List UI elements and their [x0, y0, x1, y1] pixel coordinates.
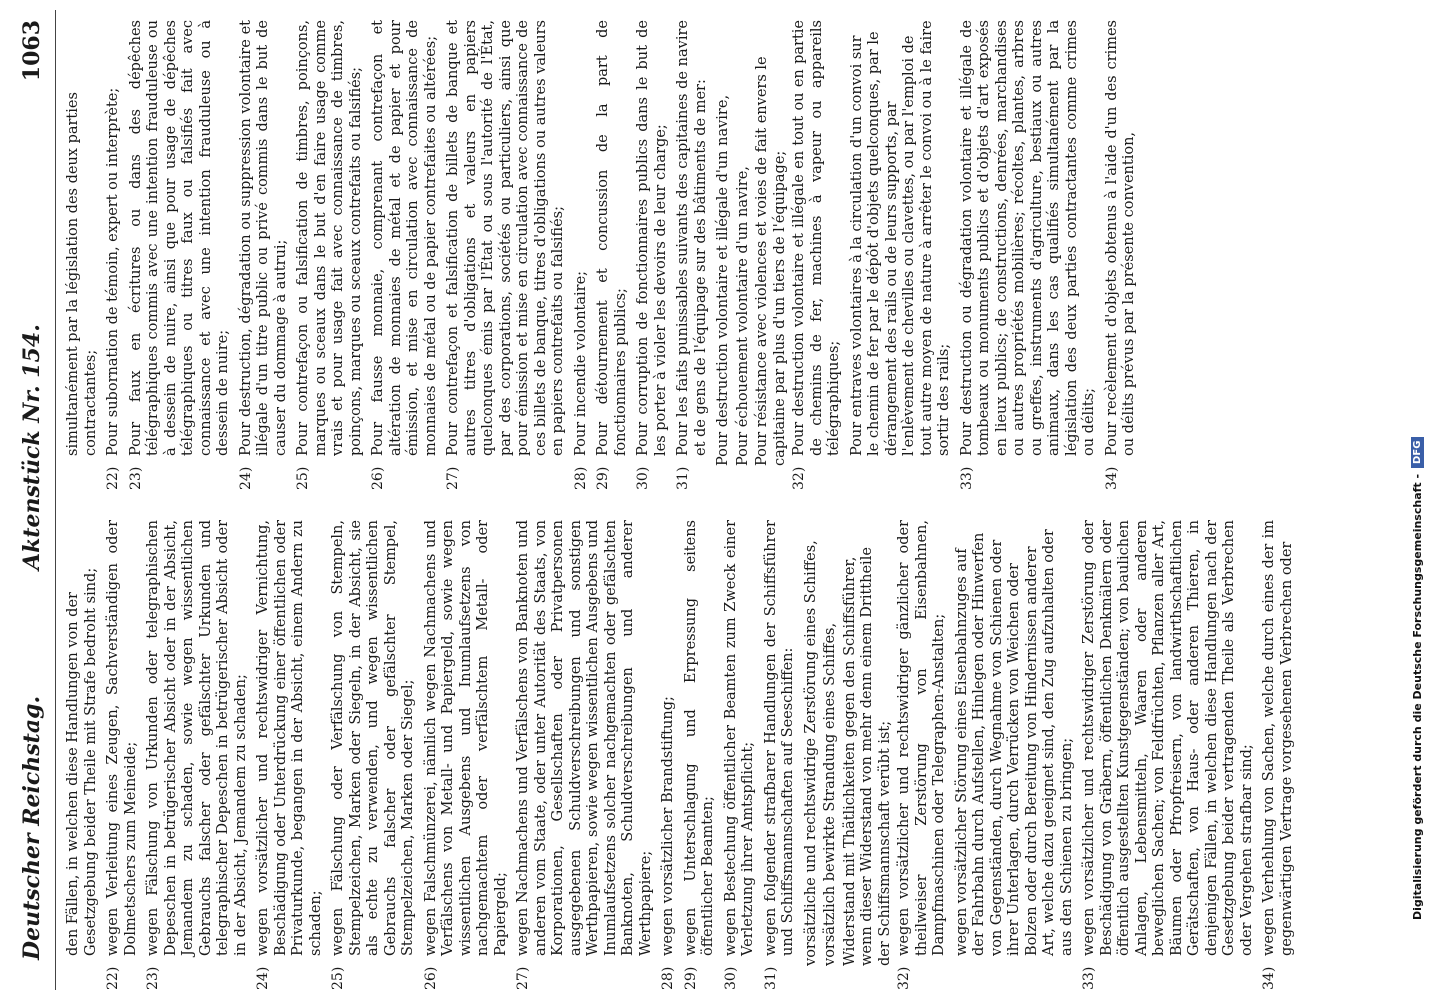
digitization-sidebar [1406, 40, 1428, 940]
article-number: 23) [127, 466, 144, 490]
article-text: wegen Verhehlung von Sachen, welche durch eines der im gegenwärtigen Vertrage vorgesehenen Verbrechen oder [1261, 520, 1295, 956]
german-column [65, 520, 1385, 990]
article-item [145, 520, 250, 990]
article-text: Pour faux en écritures ou dans des dépêches télégraphiques commis avec une intention frauduleuse ou à dessein de nuire, ainsi que pour usage de dépêches télégraphiques ou titres faux ou falsifiés fait avec connaissance et avec une intention frauduleuse ou à dessein de nuire; [127, 20, 231, 456]
french-column [65, 20, 1385, 490]
article-number: 22) [105, 466, 121, 490]
article-number: 29) [682, 966, 699, 990]
article-text: Pour les faits punissables suivants des capitaines de navire et de gens de l'équipage sur des bâtiments de mer: [675, 20, 709, 456]
header-title: Deutscher Reichstag. [19, 695, 45, 960]
article-text: wegen vorsätzlicher Brandstiftung; [660, 696, 676, 956]
article-text: wegen folgender strafbarer Handlungen der Schiffsführer und Schiffsmannschaften auf Seeschiffen: [762, 520, 796, 956]
article-text: wegen Falschmünzerei, nämlich wegen Nachmachens und Verfälschens von Metall- und Papiergeld, sowie wegen wissentlichen Ausgebens und Inumlaufsetzens von nachgemachtem oder verfälschtem Metall- oder Papiergeld; [422, 520, 509, 956]
dfg-credit-text: Digitalisierung gefördert durch die Deutsche Forschungsgemeinschaft - [1410, 473, 1424, 920]
article-item [238, 20, 291, 490]
sub-clause: Pour résistance avec violences et voies de fait envers le capitaine par plus d'un tiers de l'équipage; [754, 56, 788, 466]
article-text: wegen Unterschlagung und Erpressung seitens öffentlicher Beamten; [682, 520, 716, 956]
article-text: wegen Verleitung eines Zeugen, Sachverständigen oder Dolmetschers zum Meineide; [105, 520, 139, 956]
article-text: Pour incendie volontaire; [572, 270, 589, 456]
article-item [255, 520, 325, 990]
article-item [105, 20, 123, 490]
article-number: 25) [295, 466, 311, 490]
rotated-page [15, 10, 1395, 990]
article-item [635, 20, 670, 490]
article-number: 29) [595, 466, 611, 490]
article-text: Pour destruction, dégradation ou suppression volontaire et illégale d'un titre public ou privé commis dans le but de causer du dommage à autrui; [237, 20, 289, 456]
article-item [515, 520, 655, 990]
article-number: 24) [255, 966, 271, 990]
article-number: 26) [370, 466, 386, 490]
article-text: Pour contrefaçon ou falsification de timbres, poinçons, marques ou sceaux dans le but d'en faire usage comme vrais et pour usage fait avec connaissance de timbres, poinçons, marques ou sceaux contrefaits ou falsifiés; [295, 20, 364, 456]
article-item [295, 20, 365, 490]
article-number: 24) [237, 466, 254, 490]
article-text: wegen Bestechung öffentlicher Beamten zum Zweck einer Verletzung ihrer Amtspflicht; [722, 520, 756, 956]
article-item [105, 520, 140, 990]
article-text: wegen Nachmachens und Verfälschens von Banknoten und anderen vom Staate, oder unter Autorität des Staats, von Korporationen, Gesellschaften oder Privatpersonen ausgegebenen Schuldverschreibungen und sonstigen Werthpapieren, sowie wegen wissentlichen Ausgebens und Inumlaufsetzens solcher nachgemachten oder gefälschten Banknoten, Schuldverschreibungen und anderer Werthpapiere; [515, 520, 654, 956]
article-item [660, 520, 678, 990]
article-text: Pour fausse monnaie, comprenant contrefaçon et altération de monnaies de métal et de papier et pour émission, et mise en circulation avec connaissance de monnaies de métal ou de papier contrefaites ou altérées; [370, 20, 439, 456]
article-text: wegen Fälschung von Urkunden oder telegraphischen Depeschen in betrügerischer Absicht oder in der Absicht, Jemandem zu schaden, sowie wegen wissentlichen Gebrauchs falscher oder gefälschter Urkunden und telegraphischer Depeschen in betrügerischer Absicht oder in der Absicht, Jemandem zu schaden; [145, 520, 249, 956]
article-number: 28) [660, 966, 676, 990]
article-item [896, 520, 949, 990]
article-number: 26) [422, 966, 439, 990]
article-number: 31) [675, 466, 691, 490]
continuation-text: Pour entraves volontaires à la circulation d'un convoi sur le chemin de fer par le dépôt d'objets quelconques, par le dérangement des rails ou de leurs supports, par l'enlèvement de chevilles ou clavettes, ou par l'emploi de tout autre moyen de nature à arrêter le convoi ou à le faire sortir des rails; [848, 20, 952, 456]
article-number: 28) [572, 466, 589, 490]
article-text: wegen vorsätzlicher und rechtswidriger Vernichtung, Beschädigung oder Unterdrückung einer öffentlichen oder Privaturkunde, begangen in der Absicht, einem Andern zu schaden; [255, 520, 324, 956]
article-item [128, 20, 233, 490]
article-number: 27) [445, 466, 461, 490]
article-number: 32) [791, 466, 807, 490]
article-number: 34) [1261, 966, 1277, 990]
sub-clause: vorsätzliche und rechtswidrige Zerstörung eines Schiffes, [802, 540, 819, 966]
article-number: 33) [1081, 966, 1097, 990]
article-item [445, 20, 568, 490]
article-number: 33) [958, 466, 975, 490]
page-header [15, 10, 56, 990]
article-number: 27) [515, 966, 531, 990]
sub-clause: Pour échouement volontaire d'un navire, [734, 166, 751, 466]
article-number: 30) [635, 466, 651, 490]
article-text: Pour recèlement d'objets obtenus à l'aide d'un des crimes ou délits prévus par la présente convention, [1103, 20, 1137, 456]
article-item [959, 20, 1099, 490]
article-number: 32) [896, 966, 912, 990]
article-text: Pour contrefaçon et falsification de billets de banque et autres titres d'obligations et valeurs en papiers quelconques émis par l'État ou sous l'autorité de l'État, par des corporations, sociétés ou particuliers, ainsi que pour émission et mise en circulation avec connaissance de ces billets de banque, titres d'obligations ou autres valeurs en papiers contrefaits ou falsifiés; [445, 20, 566, 456]
lead-text: den Fällen, in welchen diese Handlungen von der Gesetzgebung beider Theile mit Strafe bedroht sind; [65, 567, 99, 956]
article-text: wegen vorsätzlicher und rechtswidriger Zerstörung oder Beschädigung von Gräbern, öffentlichen Denkmälern oder öffentlich ausgestellten Kunstgegenständen; von baulichen Anlagen, Lebensmitteln, Waaren oder anderen beweglichen Sachen; von Feldfrüchten, Pflanzen aller Art, Bäumen oder Pfropfreisern, von landwirthschaftlichen Gerätschaften, von Haus- oder anderen Thieren, in denjenigen Fällen, in welchen diese Handlungen nach der Gesetzgebung beider vertragenden Theile als Verbrechen oder Vergehen strafbar sind; [1081, 520, 1255, 956]
article-item [1081, 520, 1256, 990]
article-item [573, 20, 591, 490]
article-item [423, 520, 511, 990]
header-document-number: Aktenstück Nr. 154. [19, 324, 45, 570]
article-item [683, 520, 718, 990]
article-text: Pour corruption de fonctionnaires publics dans le but de les porter à violer les devoirs de leur charge; [635, 20, 669, 456]
article-text: wegen vorsätzlicher und rechtswidriger gänzlicher oder theilweiser Zerstörung von Eisenbahnen, Dampfmaschinen oder Telegraphen-Anstalten; [896, 520, 947, 956]
article-item [1104, 20, 1139, 490]
article-item [595, 20, 630, 490]
article-number: 30) [722, 966, 739, 990]
page-number: 1063 [19, 20, 45, 82]
lead-text: simultanément par la législation des deux parties contractantes; [65, 92, 99, 456]
sub-clause: vorsätzlich bewirkte Strandung eines Schiffes, [822, 622, 838, 966]
article-item [791, 20, 844, 490]
continuation-text: wegen vorsätzlicher Störung eines Eisenbahnzuges auf der Fahrbahn durch Aufstellen, Hinlegen oder Hinwerfen von Gegenständen, durch Wegnahme von Schienen oder ihrer Unterlagen, durch Verrücken von Weichen oder Bolzen oder durch Bereitung von Hindernissen anderer Art, welche dazu geeignet sind, den Zug aufzuhalten oder aus den Schienen zu bringen; [953, 529, 1075, 956]
article-number: 31) [762, 966, 779, 990]
sub-clause: Widerstand mit Thätlichkeiten gegen den Schiffsführer, wenn dieser Widerstand von mehr denn einem Drittheile der Schiffsmannschaft verübt ist; [841, 547, 893, 966]
article-number: 34) [1103, 466, 1120, 490]
article-item [330, 520, 418, 990]
article-number: 25) [330, 966, 346, 990]
article-text: Pour subornation de témoin, expert ou interprète; [105, 87, 121, 456]
article-item [723, 520, 758, 990]
dfg-logo: DFG [1411, 437, 1424, 468]
sub-clause: Pour destruction volontaire et illégale d'un navire, [715, 94, 731, 466]
article-item [370, 20, 440, 490]
article-item [1261, 520, 1296, 990]
article-number: 22) [105, 966, 121, 990]
dfg-credit [1406, 40, 1428, 920]
article-item [763, 520, 798, 990]
article-text: Pour destruction ou dégradation volontaire et illégale de tombeaux ou monuments publics et d'objets d'art exposés en lieux publics; de constructions, denrées, marchandises ou autres propriétés mobilières; récoltes, plantes, arbres ou greffes, instruments d'agriculture, bestiaux ou autres animaux, dans les cas qualifiés simultanément par la législation des deux parties contractantes comme crimes ou délits; [958, 20, 1097, 456]
article-text: Pour détournement et concussion de la part de fonctionnaires publics; [595, 20, 629, 456]
article-text: Pour destruction volontaire et illégale en tout ou en partie de chemins de fer, machines à vapeur ou appareils télégraphiques; [791, 20, 842, 456]
article-item [675, 20, 710, 490]
article-text: wegen Fälschung oder Verfälschung von Stempeln, Stempelzeichen, Marken oder Siegeln, in der Absicht, sie als echte zu verwenden, und wegen wissentlichen Gebrauchs falscher oder gefälschter Stempel, Stempelzeichen, Marken oder Siegel; [330, 520, 416, 956]
article-number: 23) [145, 966, 161, 990]
